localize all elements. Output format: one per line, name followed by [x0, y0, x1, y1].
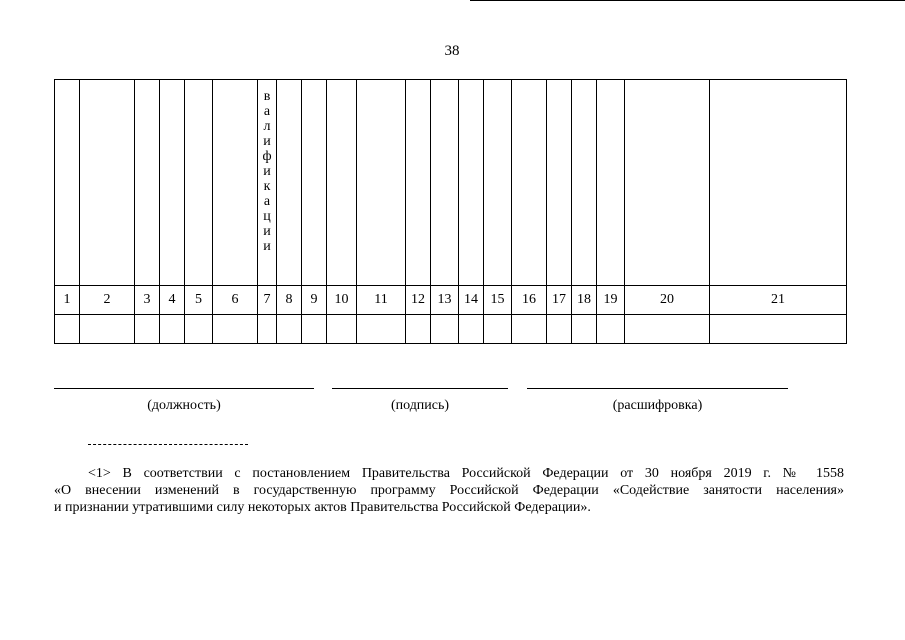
data-cell	[302, 315, 327, 344]
header-cell	[625, 80, 710, 286]
data-cell	[160, 315, 185, 344]
column-number: 18	[572, 286, 597, 315]
header-cell	[459, 80, 484, 286]
data-cell	[459, 315, 484, 344]
data-cell	[213, 315, 258, 344]
column-number: 2	[80, 286, 135, 315]
data-cell	[55, 315, 80, 344]
report-table	[54, 79, 847, 344]
page-number: 38	[444, 43, 460, 59]
column-number: 5	[185, 286, 213, 315]
header-cell	[357, 80, 406, 286]
data-cell	[327, 315, 357, 344]
column-number: 15	[484, 286, 512, 315]
header-cell	[572, 80, 597, 286]
column-number: 11	[357, 286, 406, 315]
header-cell	[710, 80, 847, 286]
column-number: 9	[302, 286, 327, 315]
header-cell	[406, 80, 431, 286]
signature-line	[332, 388, 508, 389]
position-label: (должность)	[147, 398, 221, 413]
footnote-line: <1> В соответствии с постановлением Правительства Российской Федерации от 30 ноября 2019 г. № 1558	[88, 466, 844, 481]
decoding-signature-line	[527, 388, 788, 389]
top-border-line	[470, 0, 905, 1]
header-cell	[302, 80, 327, 286]
header-cell	[597, 80, 625, 286]
column-number: 14	[459, 286, 484, 315]
header-cell	[80, 80, 135, 286]
data-cell	[258, 315, 277, 344]
header-cell	[55, 80, 80, 286]
data-cell	[431, 315, 459, 344]
column-number: 1	[55, 286, 80, 315]
header-cell	[213, 80, 258, 286]
data-cell	[277, 315, 302, 344]
column-number: 3	[135, 286, 160, 315]
column-number: 12	[406, 286, 431, 315]
column-number: 16	[512, 286, 547, 315]
signature-label: (подпись)	[390, 398, 450, 413]
header-cell	[327, 80, 357, 286]
column-number: 10	[327, 286, 357, 315]
footnote-text	[54, 465, 844, 516]
column-number: 7	[258, 286, 277, 315]
column-number: 21	[710, 286, 847, 315]
column-number: 19	[597, 286, 625, 315]
column-number: 6	[213, 286, 258, 315]
table-header-row	[55, 80, 847, 286]
data-cell	[80, 315, 135, 344]
header-cell	[484, 80, 512, 286]
column-number: 17	[547, 286, 572, 315]
column-number: 13	[431, 286, 459, 315]
data-cell	[710, 315, 847, 344]
data-cell	[357, 315, 406, 344]
footnote-separator	[88, 444, 248, 445]
data-cell	[135, 315, 160, 344]
position-signature-line	[54, 388, 314, 389]
column-number: 4	[160, 286, 185, 315]
data-cell	[406, 315, 431, 344]
header-cell	[512, 80, 547, 286]
column-number: 20	[625, 286, 710, 315]
header-cell-qualification	[258, 80, 277, 286]
decoding-label: (расшифровка)	[612, 398, 703, 413]
data-cell	[484, 315, 512, 344]
qualification-vertical-text: валификации	[262, 89, 272, 254]
header-cell	[431, 80, 459, 286]
header-cell	[185, 80, 213, 286]
data-cell	[597, 315, 625, 344]
data-cell	[185, 315, 213, 344]
table-data-row	[55, 315, 847, 344]
footnote-line: и признании утратившими силу некоторых актов Правительства Российской Федерации».	[54, 500, 591, 515]
column-number-row	[55, 286, 847, 315]
data-cell	[625, 315, 710, 344]
footnote-line: «О внесении изменений в государственную программу Российской Федерации «Содействие занятости населения»	[54, 483, 844, 498]
data-cell	[572, 315, 597, 344]
data-cell	[547, 315, 572, 344]
header-cell	[547, 80, 572, 286]
column-number: 8	[277, 286, 302, 315]
data-cell	[512, 315, 547, 344]
header-cell	[277, 80, 302, 286]
header-cell	[135, 80, 160, 286]
header-cell	[160, 80, 185, 286]
